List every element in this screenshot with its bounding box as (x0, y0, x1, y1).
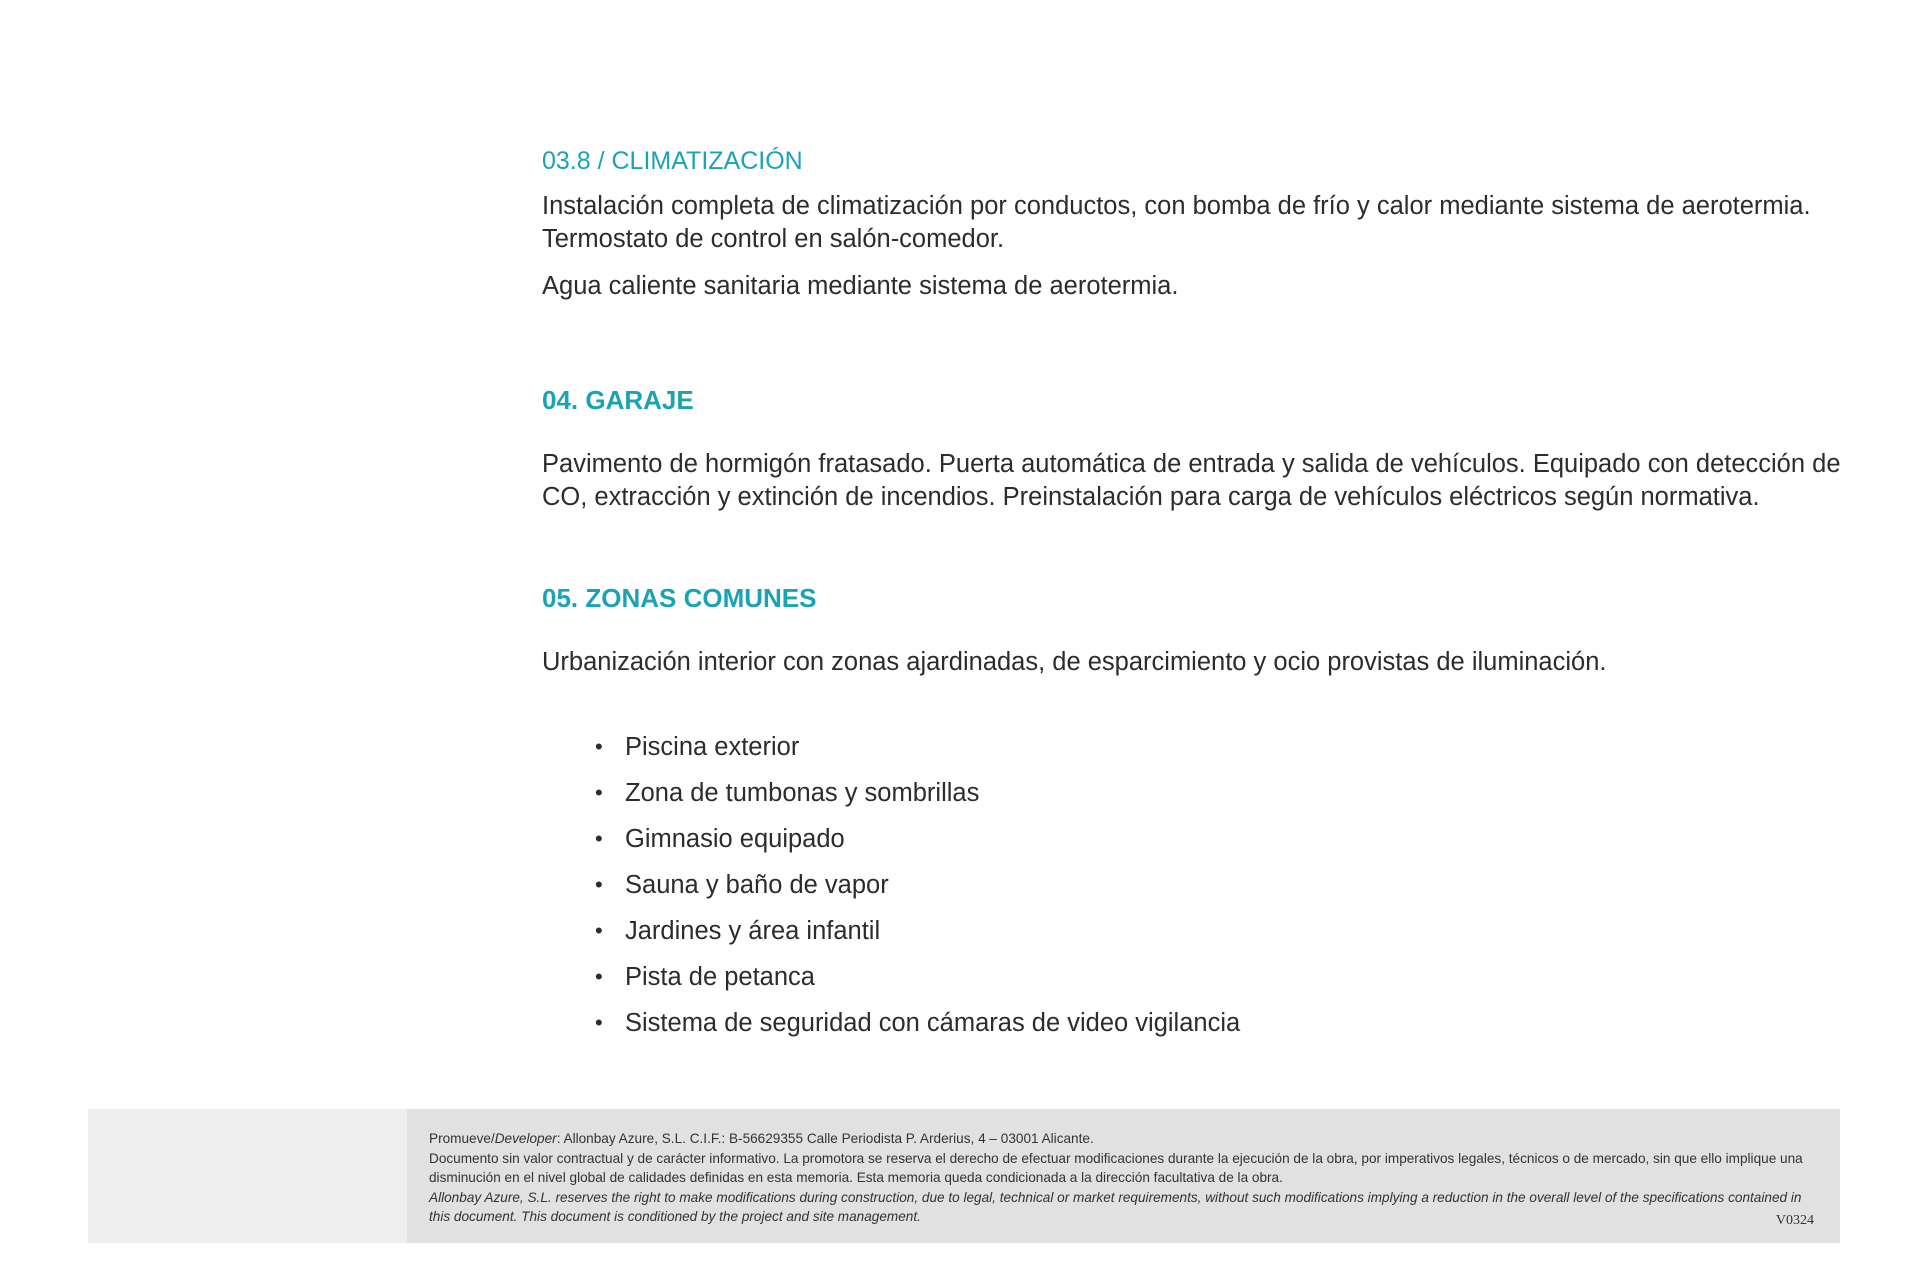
bullet-icon: • (595, 1010, 603, 1035)
list-item (542, 724, 1240, 770)
zonas-comunes-paragraph: Urbanización interior con zonas ajardinadas, de esparcimiento y ocio provistas de iluminación. (542, 648, 1607, 676)
list-item-label: Gimnasio equipado (625, 825, 845, 853)
bullet-icon: • (595, 734, 603, 759)
disclaimer-spanish: Documento sin valor contractual y de carácter informativo. La promotora se reserva el derecho de efectuar modificaciones durante la ejecución de la obra, por imperativos legales, técnicos o de mercado, sin que ello implique una disminución en el nivel global de calidades definidas en esta memoria. Esta memoria queda condicionada a la dirección facultativa de la obra. (429, 1150, 1803, 1185)
developer-info: : Allonbay Azure, S.L. C.I.F.: B-56629355 Calle Periodista P. Arderius, 4 – 03001 Alicante. (556, 1131, 1094, 1146)
disclaimer-english: Allonbay Azure, S.L. reserves the right to make modifications during construction, due to legal, technical or market requirements, without such modifications implying a reduction in the overall level of the specifications contained in this document. This document is conditioned by the project and site management. (429, 1189, 1802, 1224)
bullet-icon: • (595, 964, 603, 989)
list-item-label: Pista de petanca (625, 963, 815, 991)
list-item (542, 954, 1240, 1000)
footer-legal-text (429, 1129, 1819, 1227)
footer-band (88, 1109, 1840, 1243)
list-item (542, 770, 1240, 816)
developer-label: Developer (494, 1131, 557, 1146)
garaje-paragraph: Pavimento de hormigón fratasado. Puerta automática de entrada y salida de vehículos. Equipado con detección de CO, extracción y extinción de incendios. Preinstalación para carga de vehículos eléctricos según normativa. (542, 450, 1841, 511)
climatizacion-paragraph-1: Instalación completa de climatización por conductos, con bomba de frío y calor mediante sistema de aerotermia. Termostato de control en salón-comedor. (542, 192, 1811, 253)
bullet-icon: • (595, 872, 603, 897)
list-item-label: Sistema de seguridad con cámaras de video vigilancia (625, 1009, 1241, 1037)
list-item-label: Jardines y área infantil (625, 917, 881, 945)
amenities-list (542, 724, 1240, 1046)
list-item-label: Zona de tumbonas y sombrillas (625, 779, 980, 807)
list-item-label: Piscina exterior (625, 733, 800, 761)
list-item-label: Sauna y baño de vapor (625, 871, 889, 899)
promueve-label: Promueve/ (429, 1131, 495, 1146)
bullet-icon: • (595, 826, 603, 851)
version-code: V0324 (1775, 1213, 1814, 1228)
list-item (542, 862, 1240, 908)
section-heading-climatizacion: 03.8 / CLIMATIZACIÓN (542, 147, 803, 175)
section-heading-zonas-comunes: 05. ZONAS COMUNES (542, 583, 817, 613)
list-item (542, 908, 1240, 954)
bullet-icon: • (595, 918, 603, 943)
bullet-icon: • (595, 780, 603, 805)
footer-panel (407, 1109, 1840, 1243)
list-item (542, 1000, 1240, 1046)
climatizacion-paragraph-2: Agua caliente sanitaria mediante sistema de aerotermia. (542, 272, 1179, 300)
developer-line (429, 1129, 1819, 1149)
list-item (542, 816, 1240, 862)
section-heading-garaje: 04. GARAJE (542, 385, 694, 415)
